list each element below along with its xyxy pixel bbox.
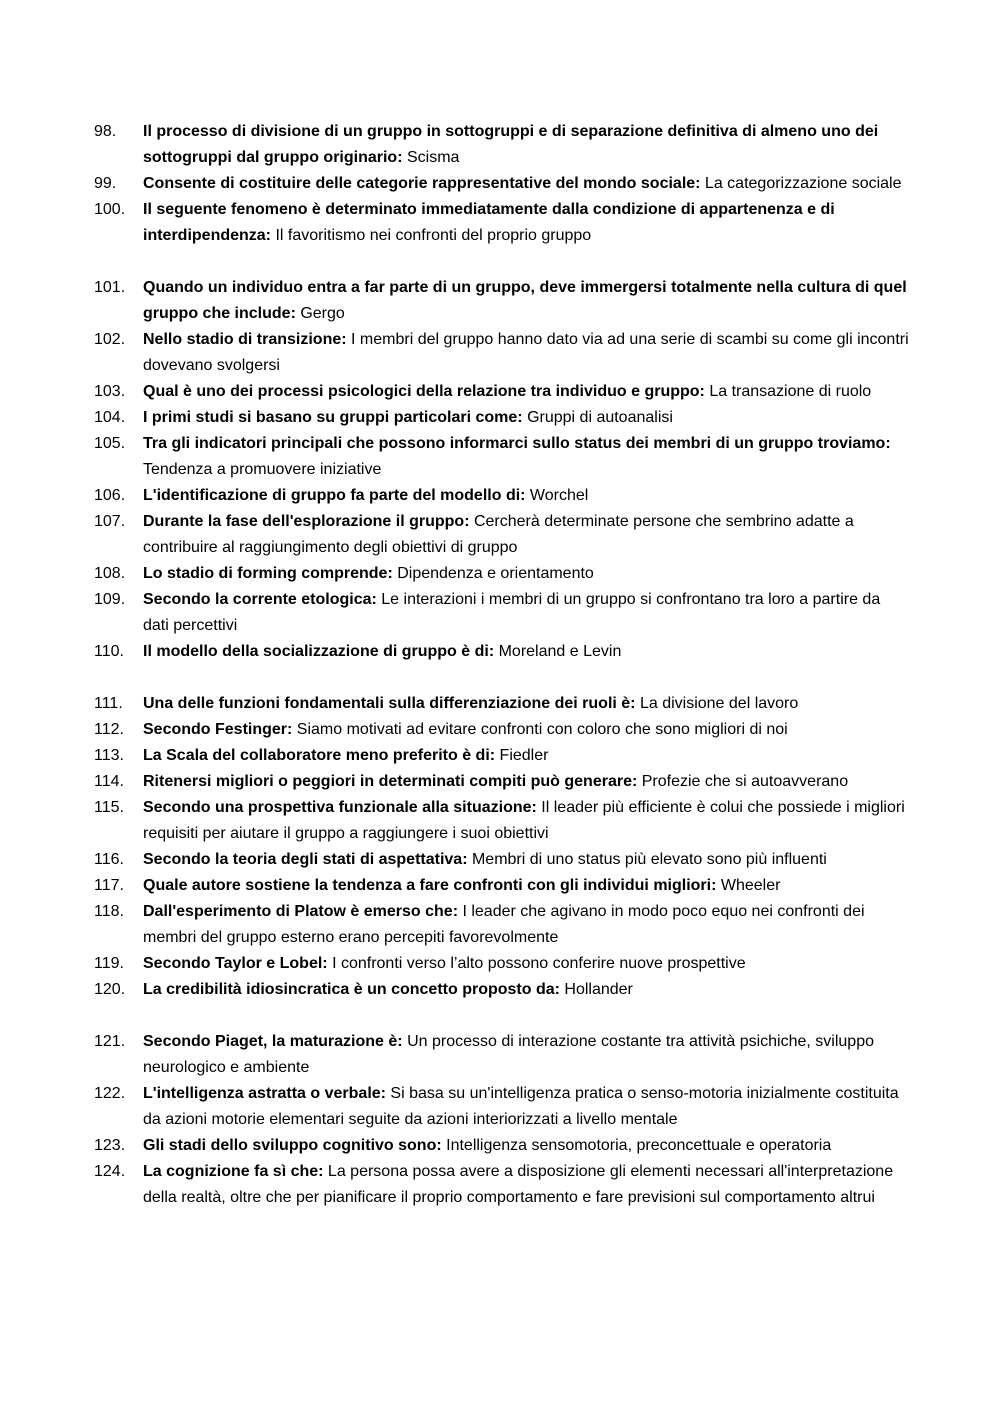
answer-text: Scisma [402, 149, 460, 166]
question-text: Consente di costituire delle categorie rappresentative del mondo sociale: [143, 175, 701, 192]
answer-text: Profezie che si autoavverano [637, 773, 849, 790]
item-number: 102. [94, 331, 126, 348]
item-text [143, 275, 910, 327]
item-text [143, 119, 910, 171]
answer-text: Si basa su un'intelligenza pratica o senso-motoria inizialmente costituita da azioni motorie elementari seguite da azioni interiorizzati a livello mentale [143, 1085, 899, 1128]
answer-text: Intelligenza sensomotoria, preconcettuale e operatoria [441, 1137, 832, 1154]
item-text [143, 1081, 910, 1133]
item-text [143, 847, 910, 873]
answer-text: I membri del gruppo hanno dato via ad una serie di scambi su come gli incontri dovevano svolgersi [143, 331, 909, 374]
question-text: La Scala del collaboratore meno preferito è di: [143, 747, 496, 764]
question-item [94, 431, 910, 483]
question-text: Secondo Piaget, la maturazione è: [143, 1033, 403, 1050]
item-text [143, 509, 910, 561]
item-number: 105. [94, 435, 126, 452]
question-item [94, 1081, 910, 1133]
item-number: 100. [94, 201, 126, 218]
question-item [94, 899, 910, 951]
answer-text: Fiedler [495, 747, 549, 764]
question-text: Quando un individuo entra a far parte di un gruppo, deve immergersi totalmente nella cultura di quel gruppo che include: [143, 279, 907, 322]
item-number: 107. [94, 513, 126, 530]
question-item [94, 379, 910, 405]
item-number: 104. [94, 409, 126, 426]
question-text: Lo stadio di forming comprende: [143, 565, 393, 582]
question-text: Gli stadi dello sviluppo cognitivo sono: [143, 1137, 442, 1154]
item-number: 113. [94, 747, 124, 764]
question-text: L'identificazione di gruppo fa parte del modello di: [143, 487, 526, 504]
question-text: I primi studi si basano su gruppi particolari come: [143, 409, 523, 426]
question-item [94, 1029, 910, 1081]
question-item [94, 405, 910, 431]
item-text [143, 795, 910, 847]
item-number: 114. [94, 773, 124, 790]
answer-text: Gruppi di autoanalisi [522, 409, 673, 426]
answer-text: I leader che agivano in modo poco equo nei confronti dei membri del gruppo esterno erano percepiti favorevolmente [143, 903, 865, 946]
item-number: 122. [94, 1085, 126, 1102]
question-text: Il seguente fenomeno è determinato immediatamente dalla condizione di appartenenza e di interdipendenza: [143, 201, 835, 244]
question-text: Secondo Festinger: [143, 721, 293, 738]
item-text [143, 1133, 910, 1159]
answer-text: Wheeler [716, 877, 781, 894]
question-text: Durante la fase dell'esplorazione il gruppo: [143, 513, 470, 530]
item-number: 110. [94, 643, 124, 660]
answer-text: Hollander [559, 981, 633, 998]
item-number: 103. [94, 383, 126, 400]
item-text [143, 873, 910, 899]
question-item [94, 951, 910, 977]
item-text [143, 483, 910, 509]
question-item [94, 275, 910, 327]
question-item [94, 691, 910, 717]
question-answer-list [94, 119, 910, 1211]
question-item [94, 977, 910, 1003]
question-item [94, 561, 910, 587]
question-text: Nello stadio di transizione: [143, 331, 347, 348]
answer-text: Le interazioni i membri di un gruppo si confrontano tra loro a partire da dati percettivi [143, 591, 881, 634]
section-spacer [94, 1003, 910, 1029]
question-item [94, 639, 910, 665]
answer-text: Gergo [295, 305, 345, 322]
question-item [94, 483, 910, 509]
question-text: Ritenersi migliori o peggiori in determinati compiti può generare: [143, 773, 638, 790]
question-text: L'intelligenza astratta o verbale: [143, 1085, 386, 1102]
question-item [94, 873, 910, 899]
question-item [94, 795, 910, 847]
question-item [94, 509, 910, 561]
question-text: Quale autore sostiene la tendenza a fare confronti con gli individui migliori: [143, 877, 717, 894]
item-number: 123. [94, 1137, 126, 1154]
answer-text: Il leader più efficiente è colui che possiede i migliori requisiti per aiutare il gruppo a raggiungere i suoi obiettivi [143, 799, 905, 842]
item-number: 98. [94, 123, 117, 140]
item-number: 118. [94, 903, 124, 920]
question-text: Secondo Taylor e Lobel: [143, 955, 328, 972]
question-item [94, 743, 910, 769]
answer-text: Membri di uno status più elevato sono più influenti [467, 851, 827, 868]
item-text [143, 171, 910, 197]
question-item [94, 327, 910, 379]
question-text: La cognizione fa sì che: [143, 1163, 324, 1180]
question-text: Secondo una prospettiva funzionale alla situazione: [143, 799, 537, 816]
answer-text: Cercherà determinate persone che sembrino adatte a contribuire al raggiungimento degli obiettivi di gruppo [143, 513, 854, 556]
question-item [94, 769, 910, 795]
question-item [94, 197, 910, 249]
question-text: Secondo la corrente etologica: [143, 591, 377, 608]
item-text [143, 405, 910, 431]
section-spacer [94, 249, 910, 275]
item-number: 106. [94, 487, 126, 504]
answer-text: Moreland e Levin [494, 643, 622, 660]
item-number: 99. [94, 175, 117, 192]
item-text [143, 743, 910, 769]
item-number: 119. [94, 955, 124, 972]
item-number: 121. [94, 1033, 126, 1050]
item-number: 109. [94, 591, 126, 608]
answer-text: La transazione di ruolo [704, 383, 872, 400]
question-item [94, 171, 910, 197]
item-number: 124. [94, 1163, 126, 1180]
item-number: 117. [94, 877, 124, 894]
item-number: 120. [94, 981, 126, 998]
answer-text: La persona possa avere a disposizione gli elementi necessari all'interpretazione della realtà, oltre che per pianificare il proprio comportamento e fare previsioni sul comportamento altrui [143, 1163, 894, 1206]
item-number: 112. [94, 721, 124, 738]
question-item [94, 1159, 910, 1211]
question-text: Qual è uno dei processi psicologici della relazione tra individuo e gruppo: [143, 383, 705, 400]
item-text [143, 561, 910, 587]
item-text [143, 587, 910, 639]
question-text: Il modello della socializzazione di gruppo è di: [143, 643, 495, 660]
answer-text: Dipendenza e orientamento [392, 565, 594, 582]
answer-text: Worchel [525, 487, 589, 504]
question-text: La credibilità idiosincratica è un concetto proposto da: [143, 981, 560, 998]
item-text [143, 639, 910, 665]
item-text [143, 769, 910, 795]
item-text [143, 691, 910, 717]
section-spacer [94, 665, 910, 691]
item-number: 108. [94, 565, 126, 582]
item-number: 116. [94, 851, 124, 868]
item-text [143, 327, 910, 379]
question-item [94, 717, 910, 743]
answer-text: La divisione del lavoro [635, 695, 799, 712]
item-text [143, 431, 910, 483]
item-text [143, 379, 910, 405]
item-text [143, 1159, 910, 1211]
question-text: Una delle funzioni fondamentali sulla differenziazione dei ruoli è: [143, 695, 636, 712]
answer-text: Un processo di interazione costante tra attività psichiche, sviluppo neurologico e ambiente [143, 1033, 874, 1076]
item-number: 115. [94, 799, 124, 816]
item-number: 111. [94, 695, 123, 712]
item-text [143, 1029, 910, 1081]
question-text: Tra gli indicatori principali che possono informarci sullo status dei membri di un gruppo troviamo: [143, 435, 891, 452]
question-item [94, 119, 910, 171]
question-item [94, 587, 910, 639]
item-text [143, 951, 910, 977]
item-number: 101. [94, 279, 126, 296]
question-item [94, 1133, 910, 1159]
item-text [143, 899, 910, 951]
question-text: Il processo di divisione di un gruppo in sottogruppi e di separazione definitiva di almeno uno dei sottogruppi dal gruppo originario: [143, 123, 879, 166]
item-text [143, 717, 910, 743]
answer-text: I confronti verso l’alto possono conferire nuove prospettive [327, 955, 746, 972]
answer-text: La categorizzazione sociale [700, 175, 902, 192]
question-text: Dall'esperimento di Platow è emerso che: [143, 903, 459, 920]
answer-text: Il favoritismo nei confronti del proprio gruppo [271, 227, 592, 244]
answer-text: Siamo motivati ad evitare confronti con coloro che sono migliori di noi [292, 721, 788, 738]
item-text [143, 977, 910, 1003]
answer-text: Tendenza a promuovere iniziative [143, 461, 382, 478]
question-text: Secondo la teoria degli stati di aspettativa: [143, 851, 468, 868]
question-item [94, 847, 910, 873]
item-text [143, 197, 910, 249]
